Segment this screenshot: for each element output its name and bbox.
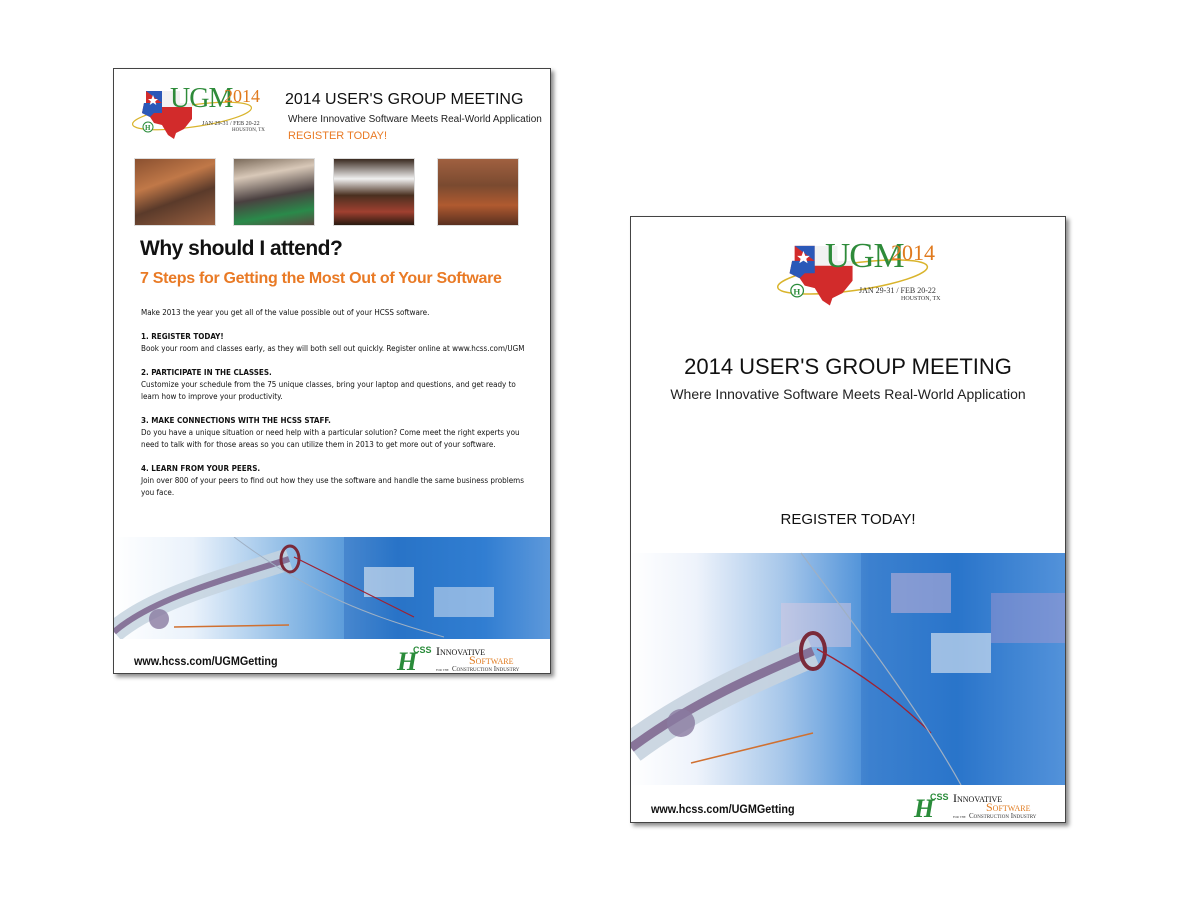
- hcss-logo: [397, 645, 547, 673]
- hcss-css-letters: CSS: [930, 792, 949, 802]
- lightbulb-banner-image: [631, 533, 1065, 785]
- flyer-page: [113, 68, 551, 674]
- logo-ugm-text: UGM: [170, 83, 233, 114]
- logo-city: HOUSTON, TX: [232, 128, 265, 133]
- website-url[interactable]: www.hcss.com/UGMGetting: [134, 654, 278, 668]
- svg-text:H: H: [145, 124, 151, 132]
- brand-construction-industry: Construction Industry: [969, 812, 1037, 820]
- meeting-title: 2014 USER'S GROUP MEETING: [285, 91, 524, 108]
- body-copy: [141, 307, 526, 511]
- hcss-css-letters: CSS: [413, 645, 432, 655]
- logo-dates: JAN 29-31 / FEB 20-22: [202, 121, 260, 127]
- lightbulb-banner-image: [114, 537, 550, 639]
- hcss-h-letter: H: [397, 647, 418, 674]
- step-item: [141, 463, 526, 499]
- step-title: 3. MAKE CONNECTIONS WITH THE HCSS STAFF.: [141, 416, 331, 425]
- logo-year-text: 2014: [891, 240, 935, 265]
- step-title: 4. LEARN FROM YOUR PEERS.: [141, 464, 261, 473]
- register-text: REGISTER TODAY!: [780, 511, 916, 528]
- meeting-subtitle: Where Innovative Software Meets Real-World Application: [288, 114, 542, 125]
- ugm-logo: [132, 83, 267, 141]
- step-item: [141, 367, 526, 403]
- step-text: Book your room and classes early, as they will both sell out quickly. Register online at www.hcss.com/UGM: [141, 344, 525, 353]
- conference-photo: [437, 158, 519, 226]
- step-text: Join over 800 of your peers to find out how they use the software and handle the same business problems you face.: [141, 476, 524, 497]
- intro-paragraph: Make 2013 the year you get all of the value possible out of your HCSS software.: [141, 308, 430, 317]
- logo-ugm-text: UGM: [825, 236, 904, 275]
- svg-text:H: H: [793, 286, 801, 297]
- meeting-title: 2014 USER'S GROUP MEETING: [684, 354, 1012, 379]
- cover-page: [630, 216, 1066, 823]
- why-attend-heading: Why should I attend?: [140, 237, 343, 260]
- conference-photo: [134, 158, 216, 226]
- brand-innovative: Innovative: [436, 644, 486, 658]
- hcss-h-letter: H: [914, 794, 935, 823]
- ugm-logo: [777, 236, 947, 308]
- brand-software: Software: [469, 653, 514, 667]
- hcss-logo: [914, 791, 1064, 823]
- step-text: Do you have a unique situation or need help with a particular solution? Come meet the right experts you need to talk with for those areas so you can utilize them in 2013 to get more out of your software.: [141, 428, 520, 449]
- step-title: 2. PARTICIPATE IN THE CLASSES.: [141, 368, 272, 377]
- brand-innovative: Innovative: [953, 791, 1003, 805]
- logo-city: HOUSTON, TX: [901, 296, 941, 302]
- conference-photo: [233, 158, 315, 226]
- brand-construction-industry: Construction Industry: [452, 665, 520, 673]
- logo-year-text: 2014: [224, 86, 260, 106]
- conference-photo: [333, 158, 415, 226]
- steps-heading: 7 Steps for Getting the Most Out of Your Software: [140, 270, 502, 287]
- step-item: [141, 331, 526, 355]
- logo-dates: JAN 29-31 / FEB 20-22: [859, 286, 936, 295]
- brand-for-the: for the: [953, 814, 966, 819]
- register-text: REGISTER TODAY!: [288, 130, 388, 142]
- brand-for-the: for the: [436, 667, 449, 672]
- brand-software: Software: [986, 800, 1031, 814]
- website-url[interactable]: www.hcss.com/UGMGetting: [651, 802, 795, 816]
- step-title: 1. REGISTER TODAY!: [141, 332, 224, 341]
- step-text: Customize your schedule from the 75 unique classes, bring your laptop and questions, and get ready to learn how to improve your productivity.: [141, 380, 516, 401]
- step-item: [141, 415, 526, 451]
- meeting-subtitle: Where Innovative Software Meets Real-World Application: [670, 386, 1026, 402]
